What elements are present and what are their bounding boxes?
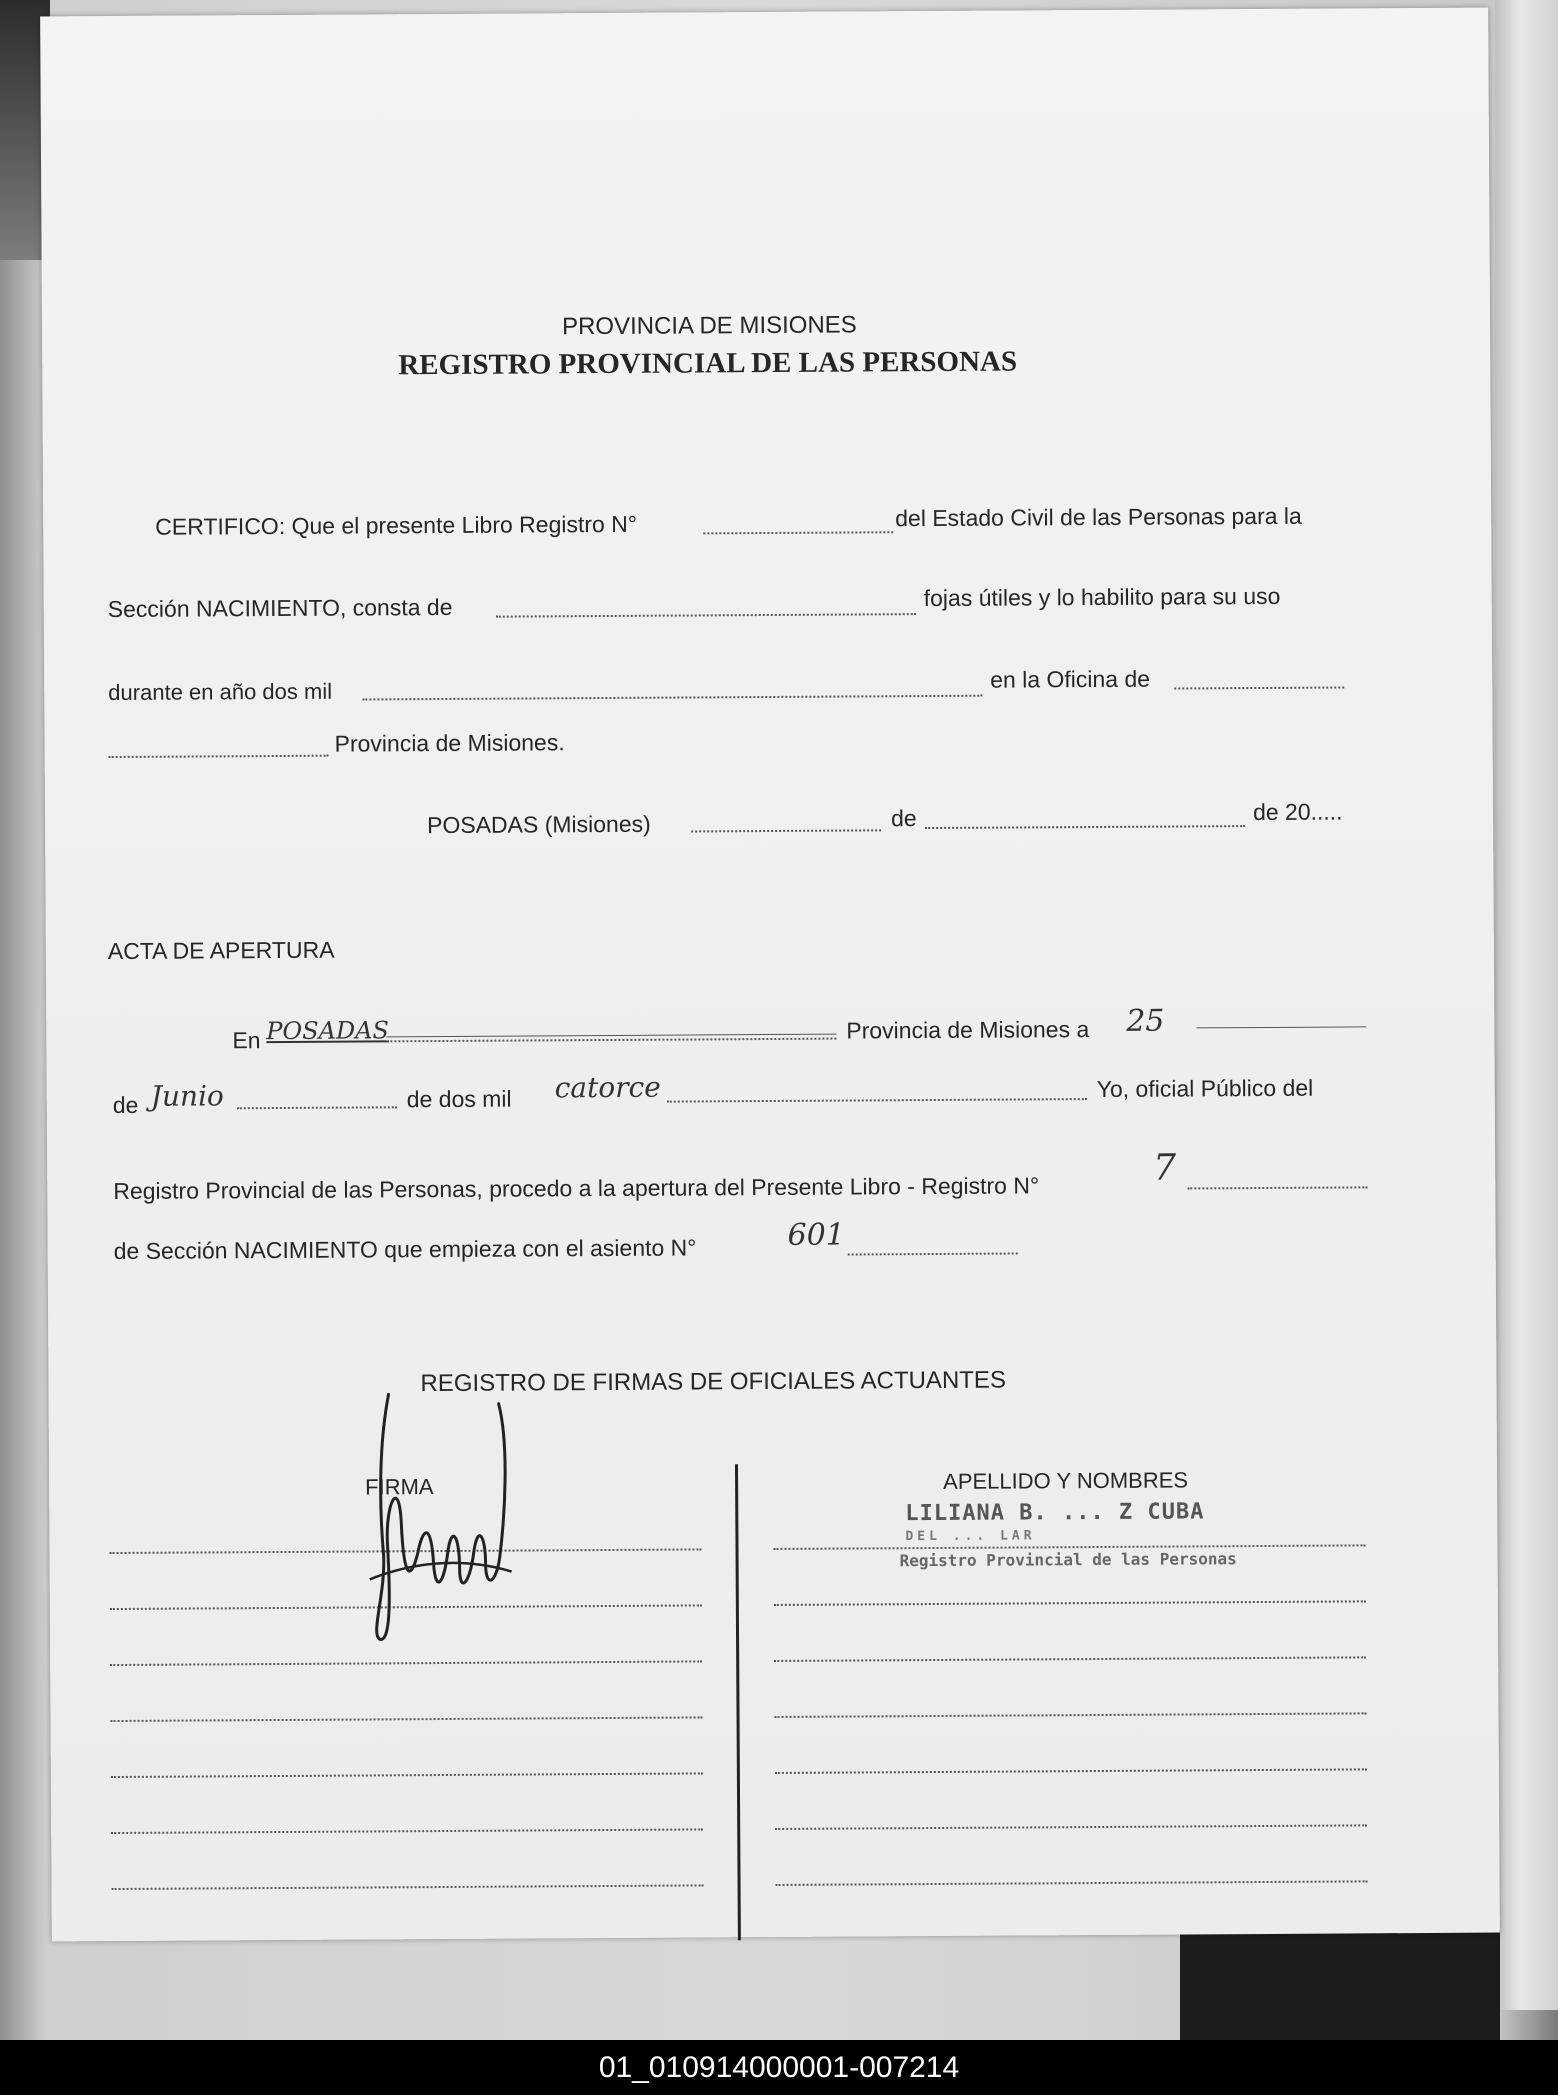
acta-registro-line: Registro Provincial de las Personas, procedo a la apertura del Presente Libro - Registro N° [113, 1172, 1040, 1205]
acta-en: En [232, 1027, 261, 1054]
acta-heading: ACTA DE APERTURA [107, 936, 335, 965]
blank-anio [362, 695, 982, 701]
posadas-label: POSADAS (Misiones) [427, 810, 651, 839]
blank-registro-numero [1187, 1186, 1367, 1189]
blank-mes-acta [237, 1106, 397, 1109]
adjacent-page-edge [1495, 0, 1558, 2010]
blank-libro-numero [703, 531, 893, 534]
handwritten-en-value: POSADAS [266, 1016, 390, 1046]
handwritten-mes: Junio [150, 1079, 224, 1113]
handwritten-asiento: 601 [787, 1217, 845, 1253]
document-page [40, 8, 1500, 1942]
firma-row-3 [110, 1660, 702, 1666]
stamp-registry: Registro Provincial de las Personas [899, 1549, 1237, 1571]
cert-line1b: del Estado Civil de las Personas para la [895, 502, 1302, 532]
col-firma-label: FIRMA [365, 1474, 434, 1500]
handwritten-registro-numero: 7 [1153, 1147, 1177, 1189]
blank-dia [691, 829, 881, 832]
blank-mes [925, 825, 1245, 829]
cert-line3a: durante en año dos mil [108, 678, 333, 706]
firma-row-6 [111, 1828, 703, 1834]
cert-line3b: en la Oficina de [990, 665, 1151, 693]
acta-seccion-line: de Sección NACIMIENTO que empieza con el asiento N° [113, 1234, 697, 1265]
stamp-title: DEL ... LAR [905, 1528, 1036, 1545]
cert-line4: Provincia de Misiones. [334, 729, 565, 757]
cert-line2a: Sección NACIMIENTO, consta de [107, 593, 453, 623]
firma-row-7 [112, 1884, 704, 1890]
posadas-de20: de 20..... [1252, 798, 1343, 826]
blank-asiento [848, 1252, 1018, 1255]
nombres-row-5 [775, 1768, 1367, 1774]
blank-fojas [496, 613, 916, 618]
nombres-row-4 [775, 1712, 1367, 1718]
firma-row-5 [111, 1772, 703, 1778]
header-registry: REGISTRO PROVINCIAL DE LAS PERSONAS [398, 345, 1018, 382]
handwritten-dia: 25 [1126, 1003, 1165, 1039]
posadas-de: de [890, 805, 917, 832]
stamp-name: LILIANA B. ... Z CUBA [905, 1499, 1205, 1527]
acta-dos-mil: de dos mil [406, 1085, 512, 1113]
underline-en [386, 1034, 836, 1038]
acta-provincia-a: Provincia de Misiones a [846, 1016, 1090, 1044]
nombres-row-6 [775, 1824, 1367, 1830]
handwritten-anio: catorce [554, 1070, 661, 1105]
col-nombres-label: APELLIDO Y NOMBRES [943, 1467, 1189, 1494]
cert-line1a: CERTIFICO: Que el presente Libro Registro N° [155, 510, 638, 540]
firmas-heading: REGISTRO DE FIRMAS DE OFICIALES ACTUANTES [420, 1366, 1006, 1398]
cert-line2b: fojas útiles y lo habilito para su uso [923, 582, 1281, 612]
column-divider [735, 1464, 741, 1940]
blank-oficina [1174, 686, 1344, 689]
file-id-caption: 01_010914000001-007214 [0, 2040, 1558, 2095]
firma-row-4 [111, 1716, 703, 1722]
blank-anio-acta [667, 1098, 1087, 1103]
blank-en [386, 1038, 836, 1043]
blank-oficina-cont [109, 755, 329, 758]
nombres-row-1 [774, 1544, 1366, 1550]
nombres-row-3 [774, 1656, 1366, 1662]
header-province: PROVINCIA DE MISIONES [561, 311, 857, 341]
scan-shadow-bottom [1180, 1930, 1500, 2040]
signature-scribble [338, 1383, 540, 1654]
acta-de: de [112, 1091, 139, 1119]
nombres-row-7 [776, 1880, 1368, 1886]
underline-dia [1196, 1026, 1366, 1028]
acta-yo: Yo, oficial Público del [1096, 1074, 1314, 1103]
nombres-row-2 [774, 1600, 1366, 1606]
